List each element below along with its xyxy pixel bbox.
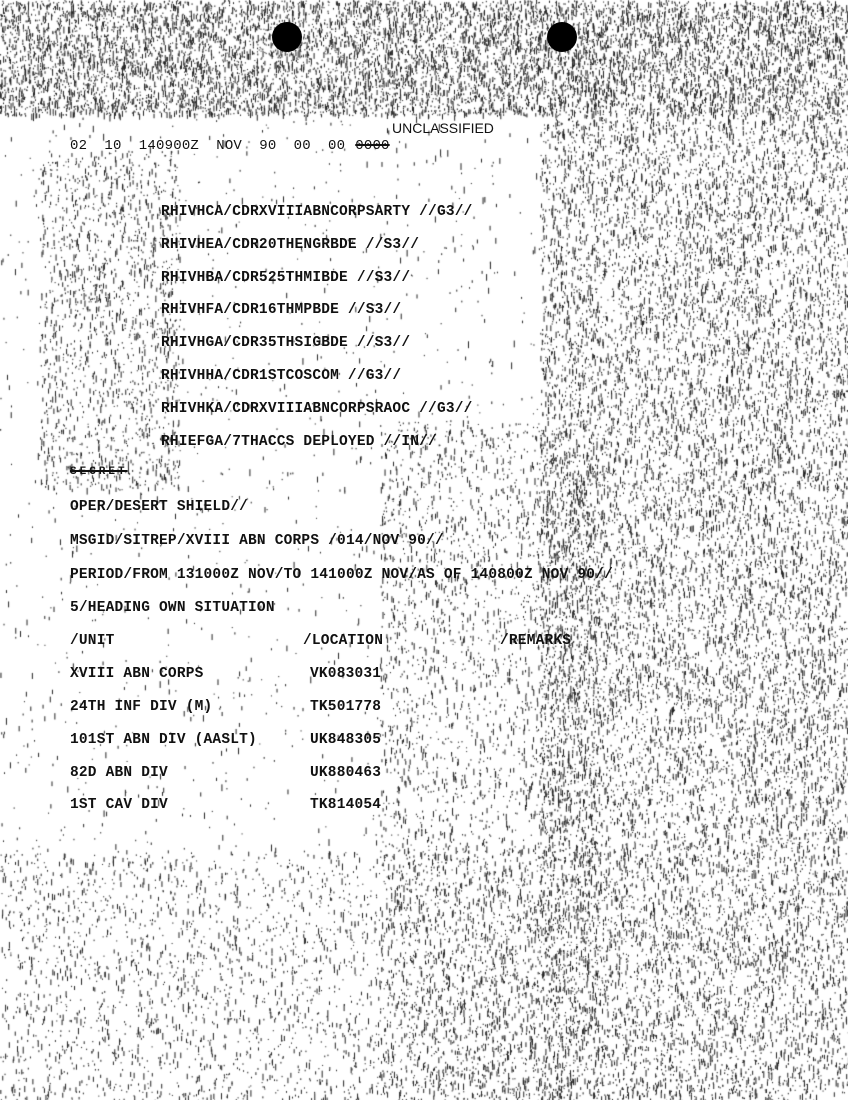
column-header-location: /LOCATION <box>303 633 384 649</box>
unit-cell: 1ST CAV DIV <box>70 797 168 813</box>
location-cell: UK880463 <box>310 765 382 781</box>
routing-line: RHIVHCA/CDRXVIIIABNCORPSARTY //G3// <box>161 204 473 220</box>
routing-line: RHIVHHA/CDR1STCOSCOM //G3// <box>161 368 402 384</box>
column-header-unit: /UNIT <box>70 633 115 649</box>
msgid-line: MSGID/SITREP/XVIII ABN CORPS /014/NOV 90// <box>70 533 444 549</box>
struck-code: 0000 <box>355 138 390 154</box>
routing-line: RHIVHEA/CDR20THENGRBDE //S3// <box>161 237 420 253</box>
message-header <box>70 138 390 154</box>
secret-marking: SECRET <box>70 466 128 478</box>
routing-line: RHIEFGA/7THACCS DEPLOYED //IN// <box>161 434 437 450</box>
location-cell: TK814054 <box>310 797 382 813</box>
routing-line: RHIVHBA/CDR525THMIBDE //S3// <box>161 270 411 286</box>
unit-cell: 101ST ABN DIV (AASLT) <box>70 732 257 748</box>
classification-marking: UNCLASSIFIED <box>392 120 494 136</box>
unit-cell: XVIII ABN CORPS <box>70 666 204 682</box>
routing-line: RHIVHFA/CDR16THMPBDE //S3// <box>161 302 402 318</box>
punch-hole-left <box>272 22 302 52</box>
location-cell: TK501778 <box>310 699 382 715</box>
routing-line: RHIVHGA/CDR35THSIGBDE //S3// <box>161 335 411 351</box>
location-cell: VK083031 <box>310 666 382 682</box>
oper-line: OPER/DESERT SHIELD// <box>70 499 249 515</box>
column-header-remarks: /REMARKS <box>500 633 572 649</box>
header-datetime: 02 10 140900Z NOV 90 00 00 <box>70 138 346 154</box>
punch-hole-right <box>547 22 577 52</box>
unit-cell: 82D ABN DIV <box>70 765 168 781</box>
location-cell: UK848305 <box>310 732 382 748</box>
period-line: PERIOD/FROM 131000Z NOV/TO 141000Z NOV/AS OF 140800Z NOV 90// <box>70 567 613 583</box>
unit-cell: 24TH INF DIV (M) <box>70 699 213 715</box>
routing-line: RHIVHKA/CDRXVIIIABNCORPSRAOC //G3// <box>161 401 473 417</box>
heading-line: 5/HEADING OWN SITUATION <box>70 600 275 616</box>
